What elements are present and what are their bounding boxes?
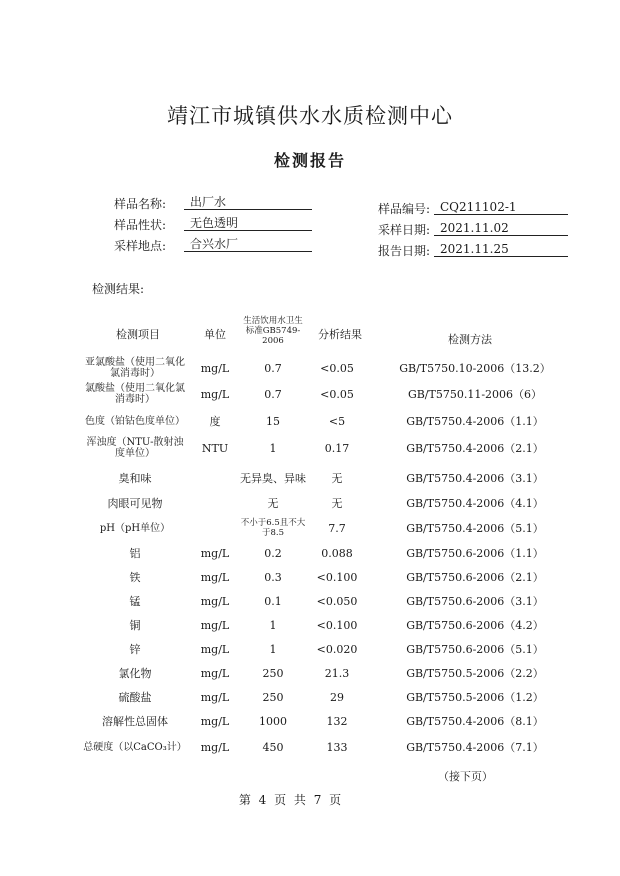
row-method: GB/T5750.4-2006（7.1） bbox=[406, 740, 544, 754]
row-method: GB/T5750.5-2006（2.2） bbox=[406, 666, 544, 680]
row-unit: mg/L bbox=[200, 740, 230, 754]
row-result: 无 bbox=[331, 496, 343, 510]
row-method: GB/T5750.4-2006（1.1） bbox=[406, 414, 544, 428]
sample-name-label: 样品名称: bbox=[113, 197, 166, 211]
row-limit: 不小于6.5且不大于8.5 bbox=[240, 518, 306, 538]
header-result: 分析结果 bbox=[318, 328, 362, 341]
header-unit: 单位 bbox=[204, 328, 226, 341]
row-item: 铁 bbox=[129, 570, 141, 584]
row-item: 硫酸盐 bbox=[118, 690, 152, 704]
row-item: 铜 bbox=[129, 618, 141, 632]
row-limit: 无 bbox=[267, 496, 279, 510]
sample-property-label: 样品性状: bbox=[113, 218, 166, 232]
report-title: 检测报告 bbox=[273, 151, 346, 170]
row-unit: mg/L bbox=[200, 594, 230, 608]
row-unit bbox=[190, 466, 240, 490]
row-method: GB/T5750.6-2006（5.1） bbox=[406, 642, 544, 656]
row-result: <5 bbox=[328, 414, 346, 428]
row-item: 色度（铂钴色度单位） bbox=[85, 415, 185, 427]
row-result: 132 bbox=[326, 714, 348, 728]
table-row bbox=[0, 382, 620, 406]
row-method: GB/T5750.4-2006（4.1） bbox=[406, 496, 544, 510]
table-row bbox=[0, 436, 620, 460]
table-row bbox=[0, 409, 620, 433]
table-row bbox=[0, 466, 620, 490]
table-row bbox=[0, 709, 620, 733]
row-result: 7.7 bbox=[328, 521, 346, 535]
row-item: 铝 bbox=[129, 546, 141, 560]
table-row bbox=[0, 661, 620, 685]
report-date-label: 报告日期: bbox=[377, 244, 430, 258]
row-item: 锰 bbox=[129, 594, 141, 608]
row-method: GB/T5750.4-2006（2.1） bbox=[406, 441, 544, 455]
row-limit: 0.7 bbox=[264, 361, 282, 375]
row-unit: mg/L bbox=[200, 714, 230, 728]
table-row bbox=[0, 565, 620, 589]
table-row bbox=[0, 637, 620, 661]
row-limit: 250 bbox=[262, 666, 284, 680]
row-unit: mg/L bbox=[200, 546, 230, 560]
row-limit: 250 bbox=[262, 690, 284, 704]
row-unit: mg/L bbox=[200, 666, 230, 680]
row-item: 氯酸盐（使用二氧化氯消毒时） bbox=[85, 383, 185, 405]
sampling-location-label: 采样地点: bbox=[113, 239, 166, 253]
row-method: GB/T5750.11-2006（6） bbox=[407, 387, 543, 401]
header-limit: 生活饮用水卫生标准GB5749-2006 bbox=[243, 316, 303, 346]
row-limit: 1 bbox=[269, 618, 277, 632]
row-result: 133 bbox=[326, 740, 348, 754]
sample-name-value: 出厂水 bbox=[184, 195, 312, 210]
row-result: <0.05 bbox=[320, 361, 354, 375]
row-method: GB/T5750.6-2006（2.1） bbox=[406, 570, 544, 584]
page-footer: 第 4 页 共 7 页 bbox=[238, 793, 344, 807]
row-unit: NTU bbox=[201, 441, 229, 455]
table-row bbox=[0, 491, 620, 515]
row-result: 0.088 bbox=[321, 546, 353, 560]
row-unit bbox=[190, 516, 240, 540]
sample-property-value: 无色透明 bbox=[184, 216, 312, 231]
row-unit: mg/L bbox=[200, 642, 230, 656]
row-method: GB/T5750.4-2006（3.1） bbox=[406, 471, 544, 485]
row-method: GB/T5750.10-2006（13.2） bbox=[399, 361, 551, 375]
sampling-date-label: 采样日期: bbox=[377, 223, 430, 237]
row-unit: mg/L bbox=[200, 361, 230, 375]
row-limit: 1 bbox=[269, 441, 277, 455]
row-item: 肉眼可见物 bbox=[107, 496, 163, 510]
row-method: GB/T5750.4-2006（8.1） bbox=[406, 714, 544, 728]
organization-title: 靖江市城镇供水水质检测中心 bbox=[167, 104, 453, 128]
row-unit: mg/L bbox=[200, 387, 230, 401]
row-limit: 1 bbox=[269, 642, 277, 656]
row-unit: mg/L bbox=[200, 570, 230, 584]
header-item: 检测项目 bbox=[116, 328, 160, 341]
row-method: GB/T5750.6-2006（1.1） bbox=[406, 546, 544, 560]
row-item: 锌 bbox=[129, 642, 141, 656]
sample-number-value: CQ211102-1 bbox=[434, 200, 568, 215]
row-item: 亚氯酸盐（使用二氧化氯消毒时） bbox=[85, 357, 185, 379]
row-limit: 450 bbox=[262, 740, 284, 754]
row-unit: mg/L bbox=[200, 618, 230, 632]
row-unit: mg/L bbox=[200, 690, 230, 704]
row-method: GB/T5750.6-2006（3.1） bbox=[406, 594, 544, 608]
row-limit: 0.3 bbox=[264, 570, 282, 584]
row-limit: 0.2 bbox=[264, 546, 282, 560]
row-result: <0.05 bbox=[320, 387, 354, 401]
row-result: <0.050 bbox=[316, 594, 358, 608]
row-limit: 0.7 bbox=[264, 387, 282, 401]
report-date-value: 2021.11.25 bbox=[434, 242, 568, 257]
table-row bbox=[0, 613, 620, 637]
row-item: 浑浊度（NTU-散射浊度单位） bbox=[86, 437, 184, 459]
row-limit: 1000 bbox=[259, 714, 287, 728]
results-label: 检测结果: bbox=[92, 282, 145, 296]
sample-number-label: 样品编号: bbox=[377, 202, 430, 216]
table-row bbox=[0, 735, 620, 759]
table-row bbox=[0, 541, 620, 565]
row-result: 21.3 bbox=[324, 666, 350, 680]
row-unit bbox=[190, 491, 240, 515]
row-method: GB/T5750.6-2006（4.2） bbox=[406, 618, 544, 632]
sampling-location-value: 合兴水厂 bbox=[184, 237, 312, 252]
row-result: <0.020 bbox=[316, 642, 358, 656]
row-item: 臭和味 bbox=[118, 471, 152, 485]
row-unit: 度 bbox=[209, 414, 221, 428]
row-result: 0.17 bbox=[324, 441, 350, 455]
row-result: <0.100 bbox=[316, 570, 358, 584]
row-item: 总硬度（以CaCO₃计） bbox=[83, 741, 187, 753]
table-row bbox=[0, 356, 620, 380]
row-result: 无 bbox=[331, 471, 343, 485]
table-row bbox=[0, 685, 620, 709]
row-result: 29 bbox=[330, 690, 344, 704]
continued-note: （接下页） bbox=[438, 770, 493, 783]
row-limit: 15 bbox=[266, 414, 280, 428]
row-item: 溶解性总固体 bbox=[102, 714, 168, 728]
row-result: <0.100 bbox=[316, 618, 358, 632]
row-limit: 无异臭、异味 bbox=[240, 471, 306, 485]
header-method: 检测方法 bbox=[448, 333, 492, 346]
row-method: GB/T5750.4-2006（5.1） bbox=[406, 521, 544, 535]
table-row bbox=[0, 516, 620, 540]
row-method: GB/T5750.5-2006（1.2） bbox=[406, 690, 544, 704]
table-row bbox=[0, 589, 620, 613]
row-limit: 0.1 bbox=[264, 594, 282, 608]
row-item: pH（pH单位） bbox=[99, 522, 171, 534]
sampling-date-value: 2021.11.02 bbox=[434, 221, 568, 236]
row-item: 氯化物 bbox=[118, 666, 152, 680]
